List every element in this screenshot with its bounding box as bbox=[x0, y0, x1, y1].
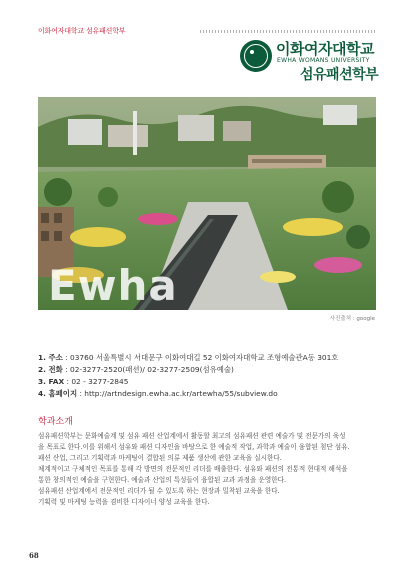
intro-line: 을 목표로 한다.이를 위해서 섬유와 패션 디자인을 바탕으로 한 예술적 작업, 과학과 예술이 융합된 첨단 섬유. bbox=[38, 443, 350, 451]
photo-watermark: Ewha bbox=[48, 261, 178, 310]
intro-line: 통한 창의적인 예술을 구현한다. 예술과 산업의 특성들이 융합된 교과 과정을 운영한다. bbox=[38, 476, 287, 484]
info-address: 1. 주소 : 03760 서울특별시 서대문구 이화여대길 52 이화여자대학교 조형예술관A동 301호 bbox=[38, 353, 339, 362]
photo-credit: 사진출처 : google bbox=[329, 316, 375, 322]
university-name-ko: 이화여자대학교 bbox=[276, 40, 374, 58]
contact-info-list bbox=[38, 352, 378, 400]
intro-body bbox=[38, 431, 380, 508]
intro-line: 섬유패션학부는 문화예술계 및 섬유 패션 산업계에서 활동할 최고의 섬유패션 관련 예술가 및 전문가의 육성 bbox=[38, 432, 346, 440]
info-fax: 3. FAX : 02 - 3277-2845 bbox=[38, 377, 129, 386]
page-number: 68 bbox=[29, 551, 39, 560]
info-phone: 2. 전화 : 02-3277-2520(패션)/ 02-3277-2509(섬유예술) bbox=[38, 365, 234, 374]
section-title: 학과소개 bbox=[38, 417, 73, 427]
intro-line: 체계적이고 구체적인 목표를 통해 각 방면의 전문적인 리더를 배출한다. 섬유와 패션의 전통적 현대적 해석을 bbox=[38, 465, 348, 473]
university-name-en: EWHA WOMANS UNIVERSITY bbox=[277, 57, 370, 64]
header-tag: 이화여자대학교 섬유패션학부 bbox=[38, 27, 126, 35]
info-homepage[interactable]: 4. 홈페이지 : http://artndesign.ewha.ac.kr/artewha/55/subview.do bbox=[38, 389, 278, 398]
campus-photo bbox=[38, 97, 376, 310]
ewha-logo bbox=[240, 38, 378, 86]
department-name: 섬유패션학부 bbox=[300, 67, 379, 83]
header-rule bbox=[200, 30, 375, 33]
intro-line: 섬유패션 산업계에서 전문적인 리더가 될 수 있도록 하는 현장과 밀착된 교육을 한다. bbox=[38, 487, 280, 495]
intro-line: 패션 산업, 그리고 기획력과 마케팅이 결합된 의류 제품 생산에 관한 교육을 실시한다. bbox=[38, 454, 282, 462]
ewha-seal-icon bbox=[240, 40, 272, 72]
intro-line: 기획력 및 마케팅 능력을 겸비한 디자이너 양성 교육을 한다. bbox=[38, 498, 210, 506]
